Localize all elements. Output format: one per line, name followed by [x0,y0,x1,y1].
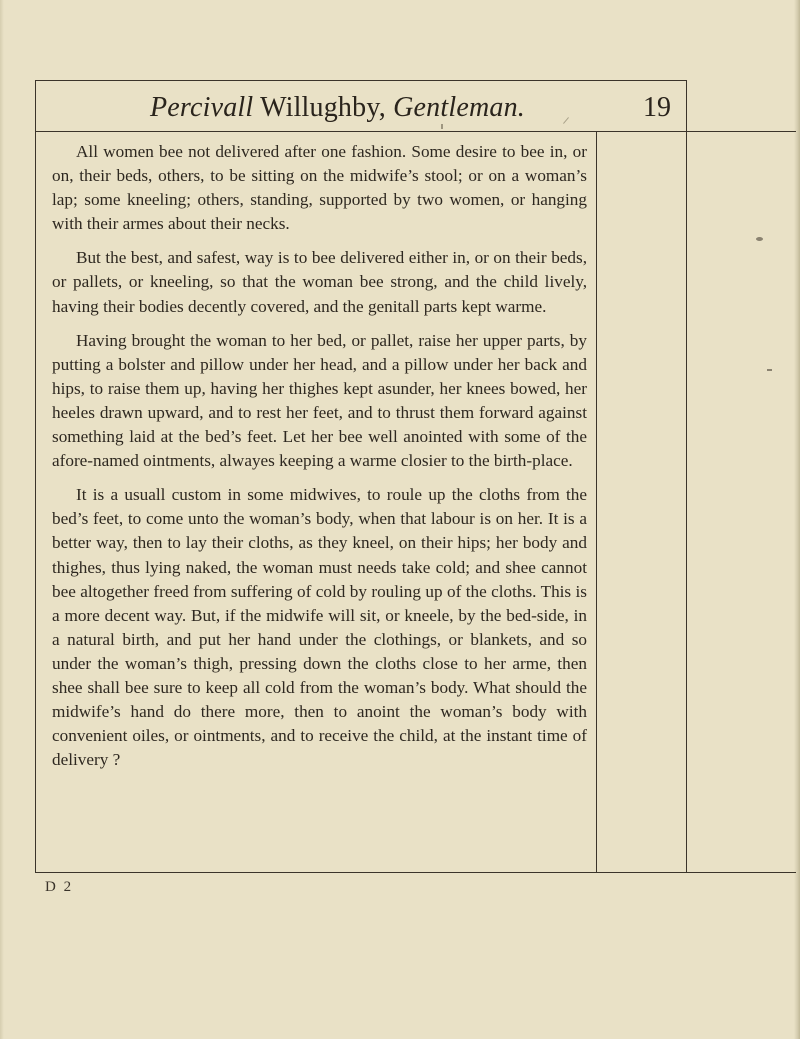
paragraph: But the best, and safest, way is to bee delivered either in, or on their beds, or pallets, or kneeling, so that the woman bee strong, and the child lively, having their bodies decently covered, and the genitall parts kept warme. [52,248,587,316]
ink-speck [756,237,763,241]
margin-column-rule [596,131,597,872]
ink-speck [767,369,772,371]
paragraph: Having brought the woman to her bed, or pallet, raise her upper parts, by putting a bolster and pillow under her head, and a pillow under her back and hips, to raise them up, having her thighes kept asunder, her knees bowed, her heeles drawn upward, and to rest her feet, and to thrust them forward against something laid at the bed’s feet. Let her bee well anointed with some of the afore-named ointments, alwayes keeping a warme closier to the birth-place. [52,330,587,471]
paragraph: All women bee not delivered after one fashion. Some desire to bee in, or on, their beds, others, to be sitting on the midwife’s stool; or on a woman’s lap; some kneeling; others, standing, supported by two women, or hanging with their armes about their necks. [52,142,587,234]
running-head-surname: Willughby, [253,92,394,123]
running-head-subtitle: Gentleman. [393,92,525,123]
header-rule [35,131,796,132]
page-right-edge [794,0,800,1039]
running-head-author: Percivall [150,92,254,123]
page-number: 19 [643,92,671,123]
page-left-edge [0,0,4,1039]
ink-speck [441,124,443,129]
paragraph: It is a usuall custom in some midwives, to roule up the cloths from the bed’s feet, to come unto the woman’s body, when that labour is on her. It is a better way, then to lay their cloths, as they kneel, on their hips; her body and thighes, thus lying naked, the woman must needs take cold; and shee cannot bee altogether freed from suffering of cold by rouling up of the cloths. This is a more decent way. But, if the midwife will sit, or kneele, by the bed-side, in a natural birth, and put her hand under the clothings, or blankets, and so under the woman’s thigh, pressing down the cloths close to her arme, then shee shall bee sure to keep all cold from the woman’s body. What should the midwife’s hand do there more, then to anoint the woman’s body with convenient oiles, or ointments, and to receive the child, at the instant time of delivery ? [52,485,587,770]
signature-mark: D 2 [45,879,74,895]
running-head [150,92,525,124]
body-text [52,140,587,772]
footer-rule [35,872,796,873]
